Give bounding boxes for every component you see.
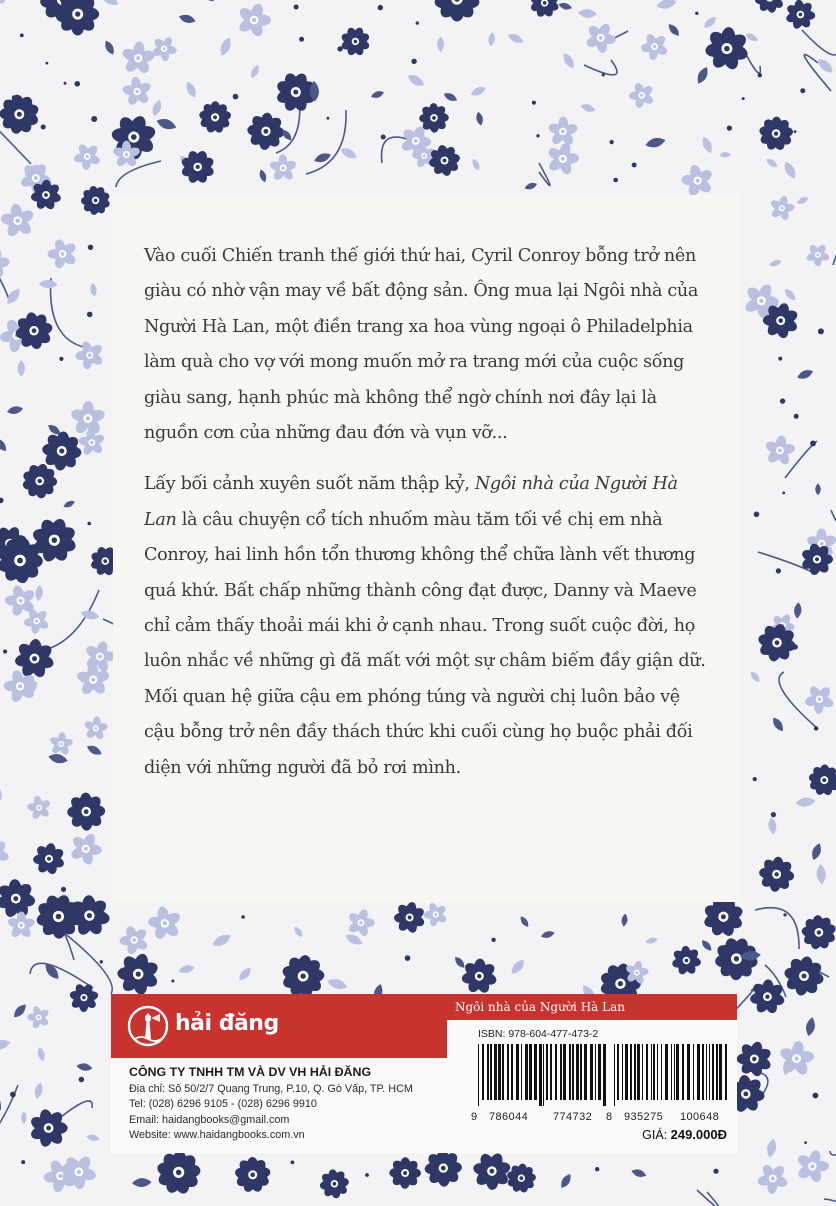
isbn-text: ISBN: 978-604-477-473-2	[478, 1028, 599, 1040]
lighthouse-icon	[127, 1005, 169, 1047]
blurb-paragraph-1: Vào cuối Chiến tranh thế giới thứ hai, Cyril Conroy bỗng trở nên giàu có nhờ vận may về bất động sản. Ông mua lại Ngôi nhà của Người Hà Lan, một điền trang xa hoa vùng ngoại ô Philadelphia làm quà cho vợ với mong muốn mở ra trang mới của cuộc sống giàu sang, hạnh phúc mà không thể ngờ chính nơi đây lại là nguồn cơn của những đau đớn và vụn vỡ...	[144, 246, 698, 444]
publisher-logo-text: hải đăng	[175, 1011, 279, 1036]
isbn-barcode-digits-right: 774732	[553, 1111, 593, 1123]
publisher-info	[129, 1064, 445, 1144]
isbn-barcode-digit-lead: 9	[471, 1111, 478, 1123]
publisher-panel	[111, 994, 447, 1153]
publisher-company: CÔNG TY TNHH TM VÀ DV VH HẢI ĐĂNG	[129, 1065, 372, 1079]
ean-barcode-digit-lead: 8	[606, 1111, 613, 1123]
blurb-box	[113, 195, 739, 902]
book-info-panel	[447, 994, 737, 1153]
publisher-tel: Tel: (028) 6296 9105 - (028) 6296 9910	[129, 1098, 317, 1111]
blurb-paragraph-2	[144, 467, 711, 786]
book-title-italic: Ngôi nhà của Người Hà Lan	[144, 474, 678, 530]
publisher-website[interactable]: Website: www.haidangbooks.com.vn	[129, 1129, 305, 1142]
isbn-barcode	[476, 1044, 610, 1106]
isbn-barcode-digits-left: 786044	[489, 1111, 529, 1123]
ean-barcode-digits-right: 100648	[680, 1111, 720, 1123]
price-value: 249.000Đ	[670, 1127, 727, 1142]
price	[642, 1127, 727, 1142]
price-label: GIÁ:	[642, 1128, 671, 1142]
book-title-strip: Ngôi nhà của Người Hà Lan	[447, 994, 737, 1020]
publisher-logo-banner	[111, 994, 447, 1058]
ean-barcode	[612, 1044, 728, 1106]
blurb-paragraph-2-lead: Lấy bối cảnh xuyên suốt năm thập kỷ,	[144, 474, 475, 495]
blurb-paragraph-2-rest: là câu chuyện cổ tích nhuốm màu tăm tối về chị em nhà Conroy, hai linh hồn tổn thương không thể chữa lành vết thương quá khứ. Bất chấp những thành công đạt được, Danny và Maeve chỉ cảm thấy thoải mái khi ở cạnh nhau. Trong suốt cuộc đời, họ luôn nhắc về những gì đã mất với một sự châm biếm đầy giận dữ. Mối quan hệ giữa cậu em phóng túng và người chị luôn bảo vệ cậu bỗng trở nên đầy thách thức khi cuối cùng họ buộc phải đối diện với những người đã bỏ rơi mình.	[144, 509, 706, 778]
publisher-address: Địa chỉ: Số 50/2/7 Quang Trung, P.10, Q. Gò Vấp, TP. HCM	[129, 1083, 413, 1095]
publisher-email[interactable]: Email: haidangbooks@gmail.com	[129, 1113, 290, 1126]
ean-barcode-digits-left: 935275	[624, 1111, 664, 1123]
